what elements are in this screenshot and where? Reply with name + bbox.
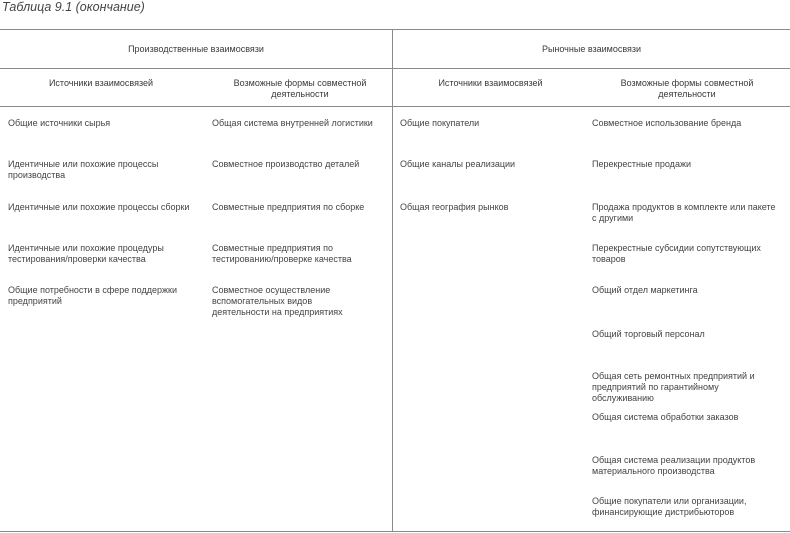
column-header-production-form: Возможные формы совместной деятельности bbox=[233, 78, 367, 99]
market-form-cell: Общий торговый персонал bbox=[592, 329, 705, 339]
production-form-cell: Совместное осуществление вспомогательных видов деятельности на предприятиях bbox=[212, 285, 343, 317]
market-source-cell: Общие каналы реализации bbox=[400, 159, 516, 169]
production-source-cell: Идентичные или похожие процессы сборки bbox=[8, 202, 190, 212]
column-header-production-source: Источники взаимосвязей bbox=[48, 78, 154, 88]
market-form-cell: Перекрестные продажи bbox=[592, 159, 691, 169]
column-header-market-form: Возможные формы совместной деятельности bbox=[620, 78, 754, 99]
production-source-cell: Идентичные или похожие процессы производства bbox=[8, 159, 159, 180]
table-caption: Таблица 9.1 (окончание) bbox=[2, 0, 145, 14]
production-form-cell: Совместное производство деталей bbox=[212, 159, 360, 169]
market-form-cell: Продажа продуктов в комплекте или пакете с другими bbox=[592, 202, 776, 223]
production-source-cell: Идентичные или похожие процедуры тестирования/проверки качества bbox=[8, 243, 164, 264]
production-form-cell: Совместные предприятия по сборке bbox=[212, 202, 365, 212]
market-form-cell: Перекрестные субсидии сопутствующих товаров bbox=[592, 243, 761, 264]
market-source-cell: Общая география рынков bbox=[400, 202, 509, 212]
group-header-divider bbox=[0, 68, 790, 69]
table-top-border bbox=[0, 29, 790, 30]
group-header-production: Производственные взаимосвязи bbox=[128, 44, 264, 54]
market-form-cell: Совместное использование бренда bbox=[592, 118, 742, 128]
column-header-market-source: Источники взаимосвязей bbox=[438, 78, 543, 88]
production-form-cell: Общая система внутренней логистики bbox=[212, 118, 373, 128]
table-bottom-border bbox=[0, 531, 790, 532]
production-source-cell: Общие источники сырья bbox=[8, 118, 111, 128]
market-form-cell: Общие покупатели или организации, финансирующие дистрибьюторов bbox=[592, 496, 747, 517]
group-header-market: Рыночные взаимосвязи bbox=[541, 44, 642, 54]
market-source-cell: Общие покупатели bbox=[400, 118, 480, 128]
market-form-cell: Общая система обработки заказов bbox=[592, 412, 739, 422]
market-form-cell: Общий отдел маркетинга bbox=[592, 285, 698, 295]
production-source-cell: Общие потребности в сфере поддержки предприятий bbox=[8, 285, 177, 306]
production-form-cell: Совместные предприятия по тестированию/проверке качества bbox=[212, 243, 352, 264]
column-header-divider bbox=[0, 106, 790, 107]
group-divider bbox=[392, 29, 393, 531]
market-form-cell: Общая сеть ремонтных предприятий и предприятий по гарантийному обслуживанию bbox=[592, 371, 755, 403]
market-form-cell: Общая система реализации продуктов материального производства bbox=[592, 455, 756, 476]
